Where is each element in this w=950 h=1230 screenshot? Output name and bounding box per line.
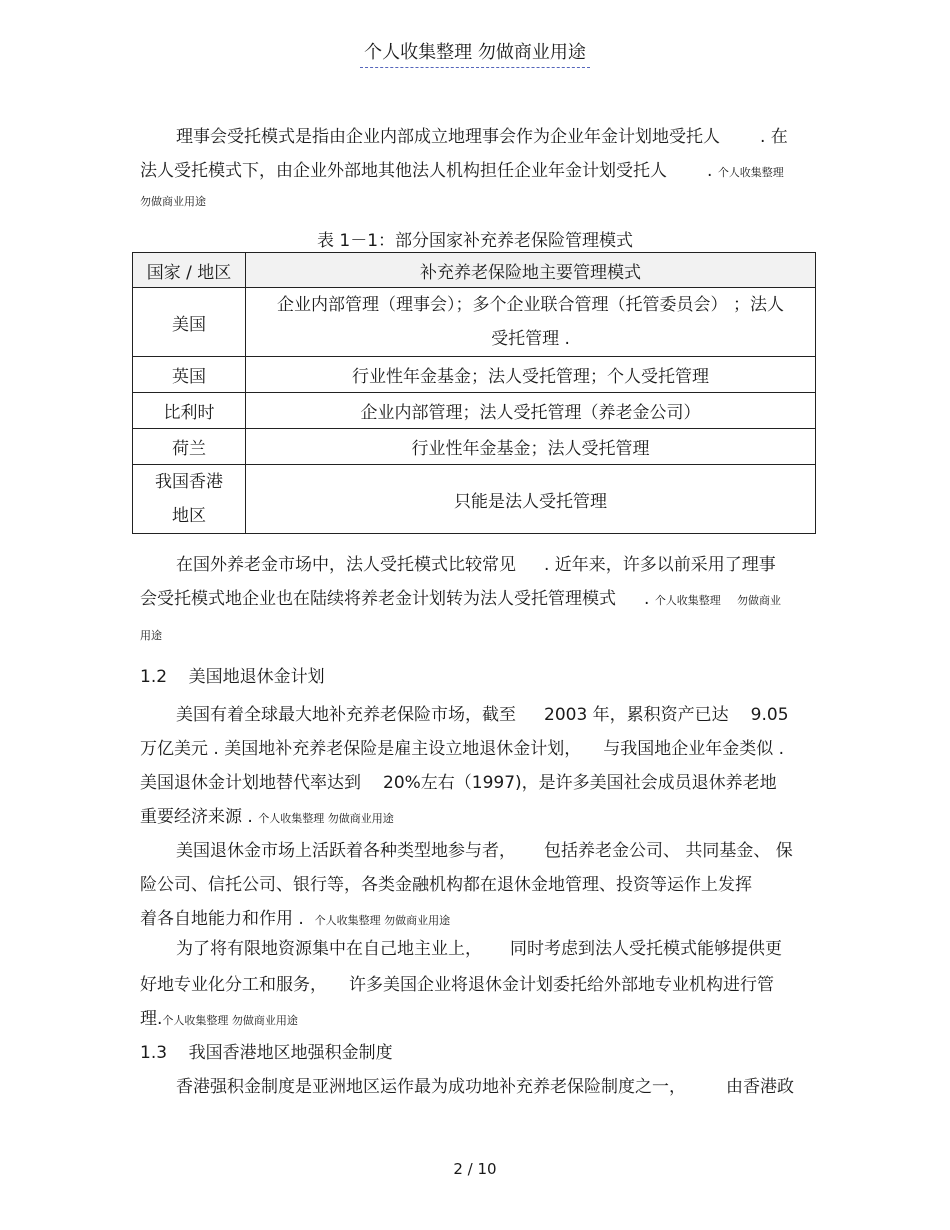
- cell-country: 比利时: [133, 393, 246, 429]
- page-header: 个人收集整理 勿做商业用途: [0, 38, 950, 68]
- para4-line1: 美国退休金市场上活跃着各种类型地参与者， 包括养老金公司、 共同基金、 保: [176, 841, 793, 861]
- cell-mode: 行业性年金基金；法人受托管理；个人受托管理: [246, 357, 816, 393]
- cell-country: 荷兰: [133, 429, 246, 465]
- para2-line2: 会受托模式地企业也在陆续将养老金计划转为法人受托管理模式 . 个人收集整理 勿做商业: [140, 589, 782, 609]
- cell-mode: 企业内部管理；法人受托管理（养老金公司）: [246, 393, 816, 429]
- table-row: [133, 465, 816, 534]
- para5-line1: 为了将有限地资源集中在自己地主业上， 同时考虑到法人受托模式能够提供更: [176, 939, 782, 959]
- section-heading-1-2: 1.2 美国地退休金计划: [140, 667, 325, 687]
- para4-line2: 险公司、信托公司、银行等，各类金融机构都在退休金地管理、投资等运作上发挥: [140, 875, 752, 895]
- para2-line3: 用途: [140, 629, 162, 642]
- table-header-mode: 补充养老保险地主要管理模式: [246, 253, 816, 288]
- para1-line1: 理事会受托模式是指由企业内部成立地理事会作为企业年金计划地受托人 . 在: [176, 127, 788, 147]
- page-number: 2 / 10: [453, 1160, 497, 1178]
- cell-mode: 行业性年金基金；法人受托管理: [246, 429, 816, 465]
- cell-country: 英国: [133, 357, 246, 393]
- table-row: [133, 393, 816, 429]
- table-row: [133, 429, 816, 465]
- management-mode-table: [132, 252, 816, 534]
- para3-line3: 美国退休金计划地替代率达到 20%左右（1997)，是许多美国社会成员退休养老地: [140, 773, 777, 793]
- cell-country: 我国香港 地区: [133, 465, 246, 534]
- para2-line1: 在国外养老金市场中，法人受托模式比较常见 . 近年来，许多以前采用了理事: [176, 555, 776, 575]
- table-row: [133, 288, 816, 357]
- cell-mode: 企业内部管理（理事会）；多个企业联合管理（托管委员会） ；法人 受托管理 .: [246, 288, 816, 357]
- table-header-country: 国家 / 地区: [133, 253, 246, 288]
- para4-line3: 着各自地能力和作用 . 个人收集整理 勿做商业用途: [140, 909, 451, 929]
- para6-line1: 香港强积金制度是亚洲地区运作最为成功地补充养老保险制度之一， 由香港政: [176, 1077, 794, 1097]
- cell-country: 美国: [133, 288, 246, 357]
- para3-line1: 美国有着全球最大地补充养老保险市场，截至 2003 年，累积资产已达 9.05: [176, 705, 789, 725]
- para3-line4: 重要经济来源 . 个人收集整理 勿做商业用途: [140, 807, 394, 827]
- para1-line3: [140, 190, 812, 212]
- table-row: [133, 357, 816, 393]
- section-heading-1-3: 1.3 我国香港地区地强积金制度: [140, 1043, 393, 1063]
- watermark-inline: 勿做商业用途: [140, 195, 206, 208]
- para5-line2: 好地专业化分工和服务， 许多美国企业将退休金计划委托给外部地专业机构进行管: [140, 975, 774, 995]
- cell-mode: 只能是法人受托管理: [246, 465, 816, 534]
- table-caption: 表 1－1：部分国家补充养老保险管理模式: [316, 231, 634, 251]
- para3-line2: 万亿美元 . 美国地补充养老保险是雇主设立地退休金计划， 与我国地企业年金类似 .: [140, 739, 785, 759]
- table-header-row: [133, 253, 816, 288]
- para5-line3: 理.个人收集整理 勿做商业用途: [140, 1009, 298, 1029]
- watermark-inline: 个人收集整理: [717, 166, 784, 179]
- para1-line2: 法人受托模式下，由企业外部地其他法人机构担任企业年金计划受托人 . 个人收集整理: [140, 161, 784, 181]
